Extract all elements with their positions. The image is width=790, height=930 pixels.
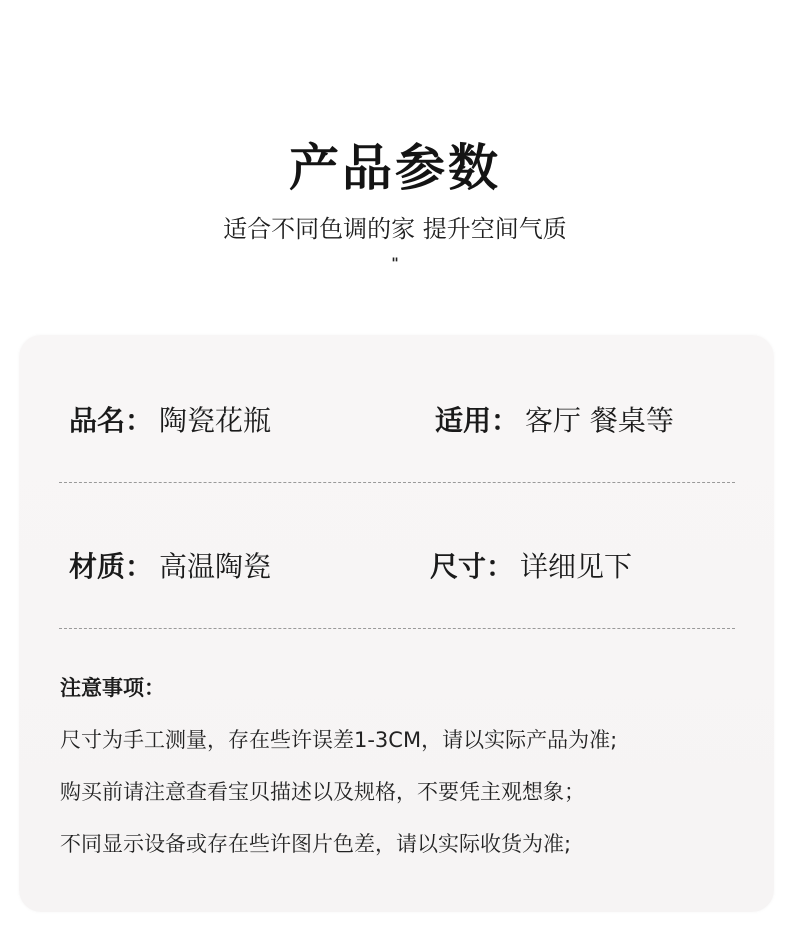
page-subtitle: 适合不同色调的家 提升空间气质: [223, 215, 567, 243]
param-value: 详细见下: [520, 550, 633, 583]
param-separator: ：: [125, 550, 154, 583]
note-line: 购买前请注意查看宝贝描述以及规格，不要凭主观想象；: [60, 780, 585, 804]
quote-mark: ": [391, 256, 399, 272]
param-value: 高温陶瓷: [159, 550, 272, 583]
param-value: 客厅 餐桌等: [525, 404, 674, 437]
param-usage: [435, 399, 674, 439]
param-key: 品名: [69, 404, 126, 437]
param-product-name: [69, 399, 271, 439]
notes-title: 注意事项：: [60, 676, 165, 700]
divider: [59, 482, 735, 483]
parameter-card: [19, 335, 774, 912]
param-key: 材质: [69, 550, 126, 583]
param-key: 尺寸: [430, 550, 487, 583]
note-line: 尺寸为手工测量，存在些许误差1-3CM，请以实际产品为准;: [60, 728, 618, 752]
param-separator: ：: [486, 550, 515, 583]
page-title: 产品参数: [289, 139, 501, 197]
param-key: 适用: [435, 404, 492, 437]
divider: [59, 628, 735, 629]
param-value: 陶瓷花瓶: [159, 404, 272, 437]
param-material: [69, 545, 271, 585]
param-separator: ：: [125, 404, 154, 437]
param-separator: ：: [491, 404, 520, 437]
param-size: [430, 545, 632, 585]
note-line: 不同显示设备或存在些许图片色差，请以实际收货为准;: [60, 832, 572, 856]
